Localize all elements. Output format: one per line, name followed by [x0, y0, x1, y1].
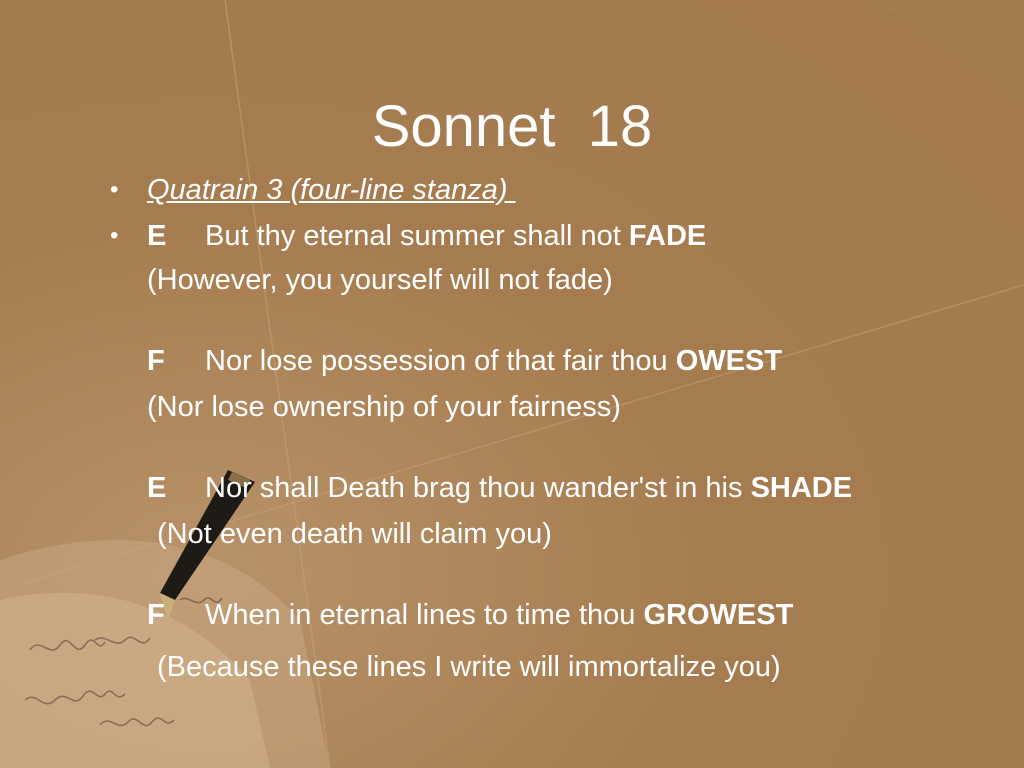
bullet-1: • — [110, 176, 119, 203]
rhyme-letter: E — [147, 220, 167, 252]
verse-line-4 — [147, 597, 793, 633]
verse-line-3 — [147, 470, 852, 506]
paraphrase-1: (However, you yourself will not fade) — [147, 264, 613, 296]
subtitle: Quatrain 3 (four-line stanza) — [147, 174, 516, 206]
rhyme-word: FADE — [628, 220, 707, 252]
verse-line-2 — [147, 343, 782, 379]
rhyme-letter: F — [147, 345, 165, 377]
rhyme-letter: E — [147, 472, 167, 504]
rhyme-word: OWEST — [675, 345, 783, 377]
verse-line-1 — [147, 218, 706, 254]
paraphrase-2: (Nor lose ownership of your fairness) — [147, 391, 621, 423]
slide-title: Sonnet 18 — [371, 94, 653, 159]
paraphrase-3: (Not even death will claim you) — [157, 518, 552, 550]
verse-text: When in eternal lines to time thou — [205, 599, 644, 631]
rhyme-word: SHADE — [750, 472, 853, 504]
verse-text: Nor lose possession of that fair thou — [205, 345, 676, 377]
rhyme-letter: F — [147, 599, 165, 631]
rhyme-word: GROWEST — [643, 599, 794, 631]
verse-text: Nor shall Death brag thou wander'st in his — [205, 472, 751, 504]
paraphrase-4: (Because these lines I write will immortalize you) — [157, 651, 781, 683]
verse-text: But thy eternal summer shall not — [205, 220, 629, 252]
bullet-2: • — [110, 222, 119, 249]
